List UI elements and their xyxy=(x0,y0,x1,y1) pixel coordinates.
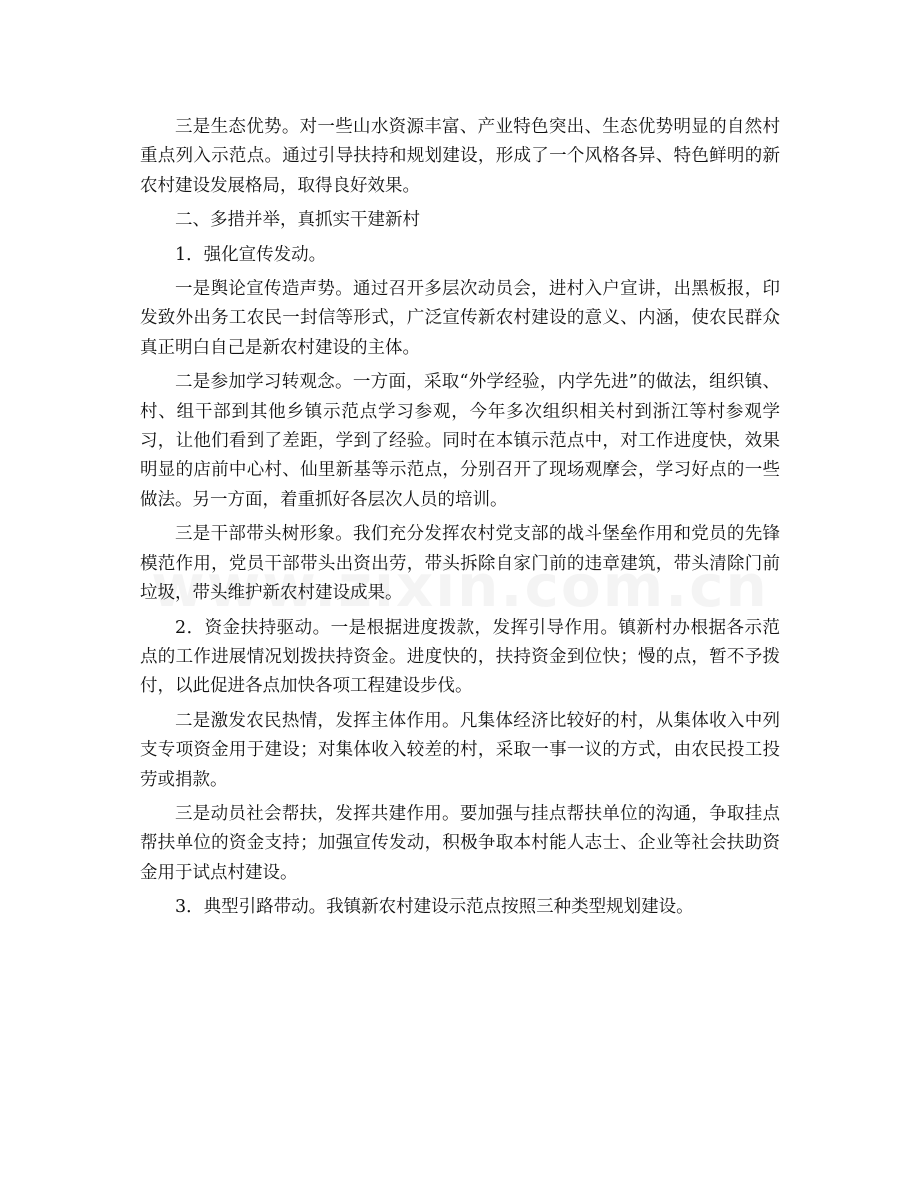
paragraph-farmer-enthusiasm: 二是激发农民热情，发挥主体作用。凡集体经济比较好的村，从集体收入中列支专项资金用于建设；对集体收入较差的村，采取一事一议的方式，由农民投工投劳或捐款。 xyxy=(140,710,780,790)
paragraph-ecological-advantage: 三是生态优势。对一些山水资源丰富、产业特色突出、生态优势明显的自然村重点列入示范点。通过引导扶持和规划建设，形成了一个风格各异、特色鲜明的新农村建设发展格局，取得良好效果。 xyxy=(140,117,780,196)
subheading-publicity: 1．强化宣传发动。 xyxy=(175,244,327,265)
subheading-model-guidance: 3．典型引路带动。我镇新农村建设示范点按照三种类型规划建设。 xyxy=(175,897,694,918)
section-heading-measures: 二、多措并举，真抓实干建新村 xyxy=(175,210,420,231)
subheading-funding: 2．资金扶持驱动。一是根据进度拨款，发挥引导作用。镇新村办根据各示范点的工作进展情况划拨扶持资金。进度快的，扶持资金到位快；慢的点，暂不予拨付，以此促进各点加快各项工程建设步伐。 xyxy=(140,617,780,697)
paragraph-social-support: 三是动员社会帮扶，发挥共建作用。要加强与挂点帮扶单位的沟通，争取挂点帮扶单位的资金支持；加强宣传发动，积极争取本村能人志士、企业等社会扶助资金用于试点村建设。 xyxy=(140,803,780,883)
paragraph-study-visits: 二是参加学习转观念。一方面，采取“外学经验，内学先进”的做法，组织镇、村、组干部到其他乡镇示范点学习参观，今年多次组织相关村到浙江等村参观学习，让他们看到了差距，学到了经验。同时在本镇示范点中，对工作进度快，效果明显的店前中心村、仙里新基等示范点，分别召开了现场观摩会，学习好点的一些做法。另一方面，着重抓好各层次人员的培训。 xyxy=(140,372,780,510)
paragraph-public-opinion: 一是舆论宣传造声势。通过召开多层次动员会，进村入户宣讲，出黑板报，印发致外出务工农民一封信等形式，广泛宣传新农村建设的意义、内涵，使农民群众真正明白自己是新农村建设的主体。 xyxy=(140,279,780,358)
document-body xyxy=(140,113,780,928)
paragraph-cadre-example: 三是干部带头树形象。我们充分发挥农村党支部的战斗堡垒作用和党员的先锋模范作用，党员干部带头出资出劳，带头拆除自家门前的违章建筑，带头清除门前垃圾，带头维护新农村建设成果。 xyxy=(140,524,780,604)
